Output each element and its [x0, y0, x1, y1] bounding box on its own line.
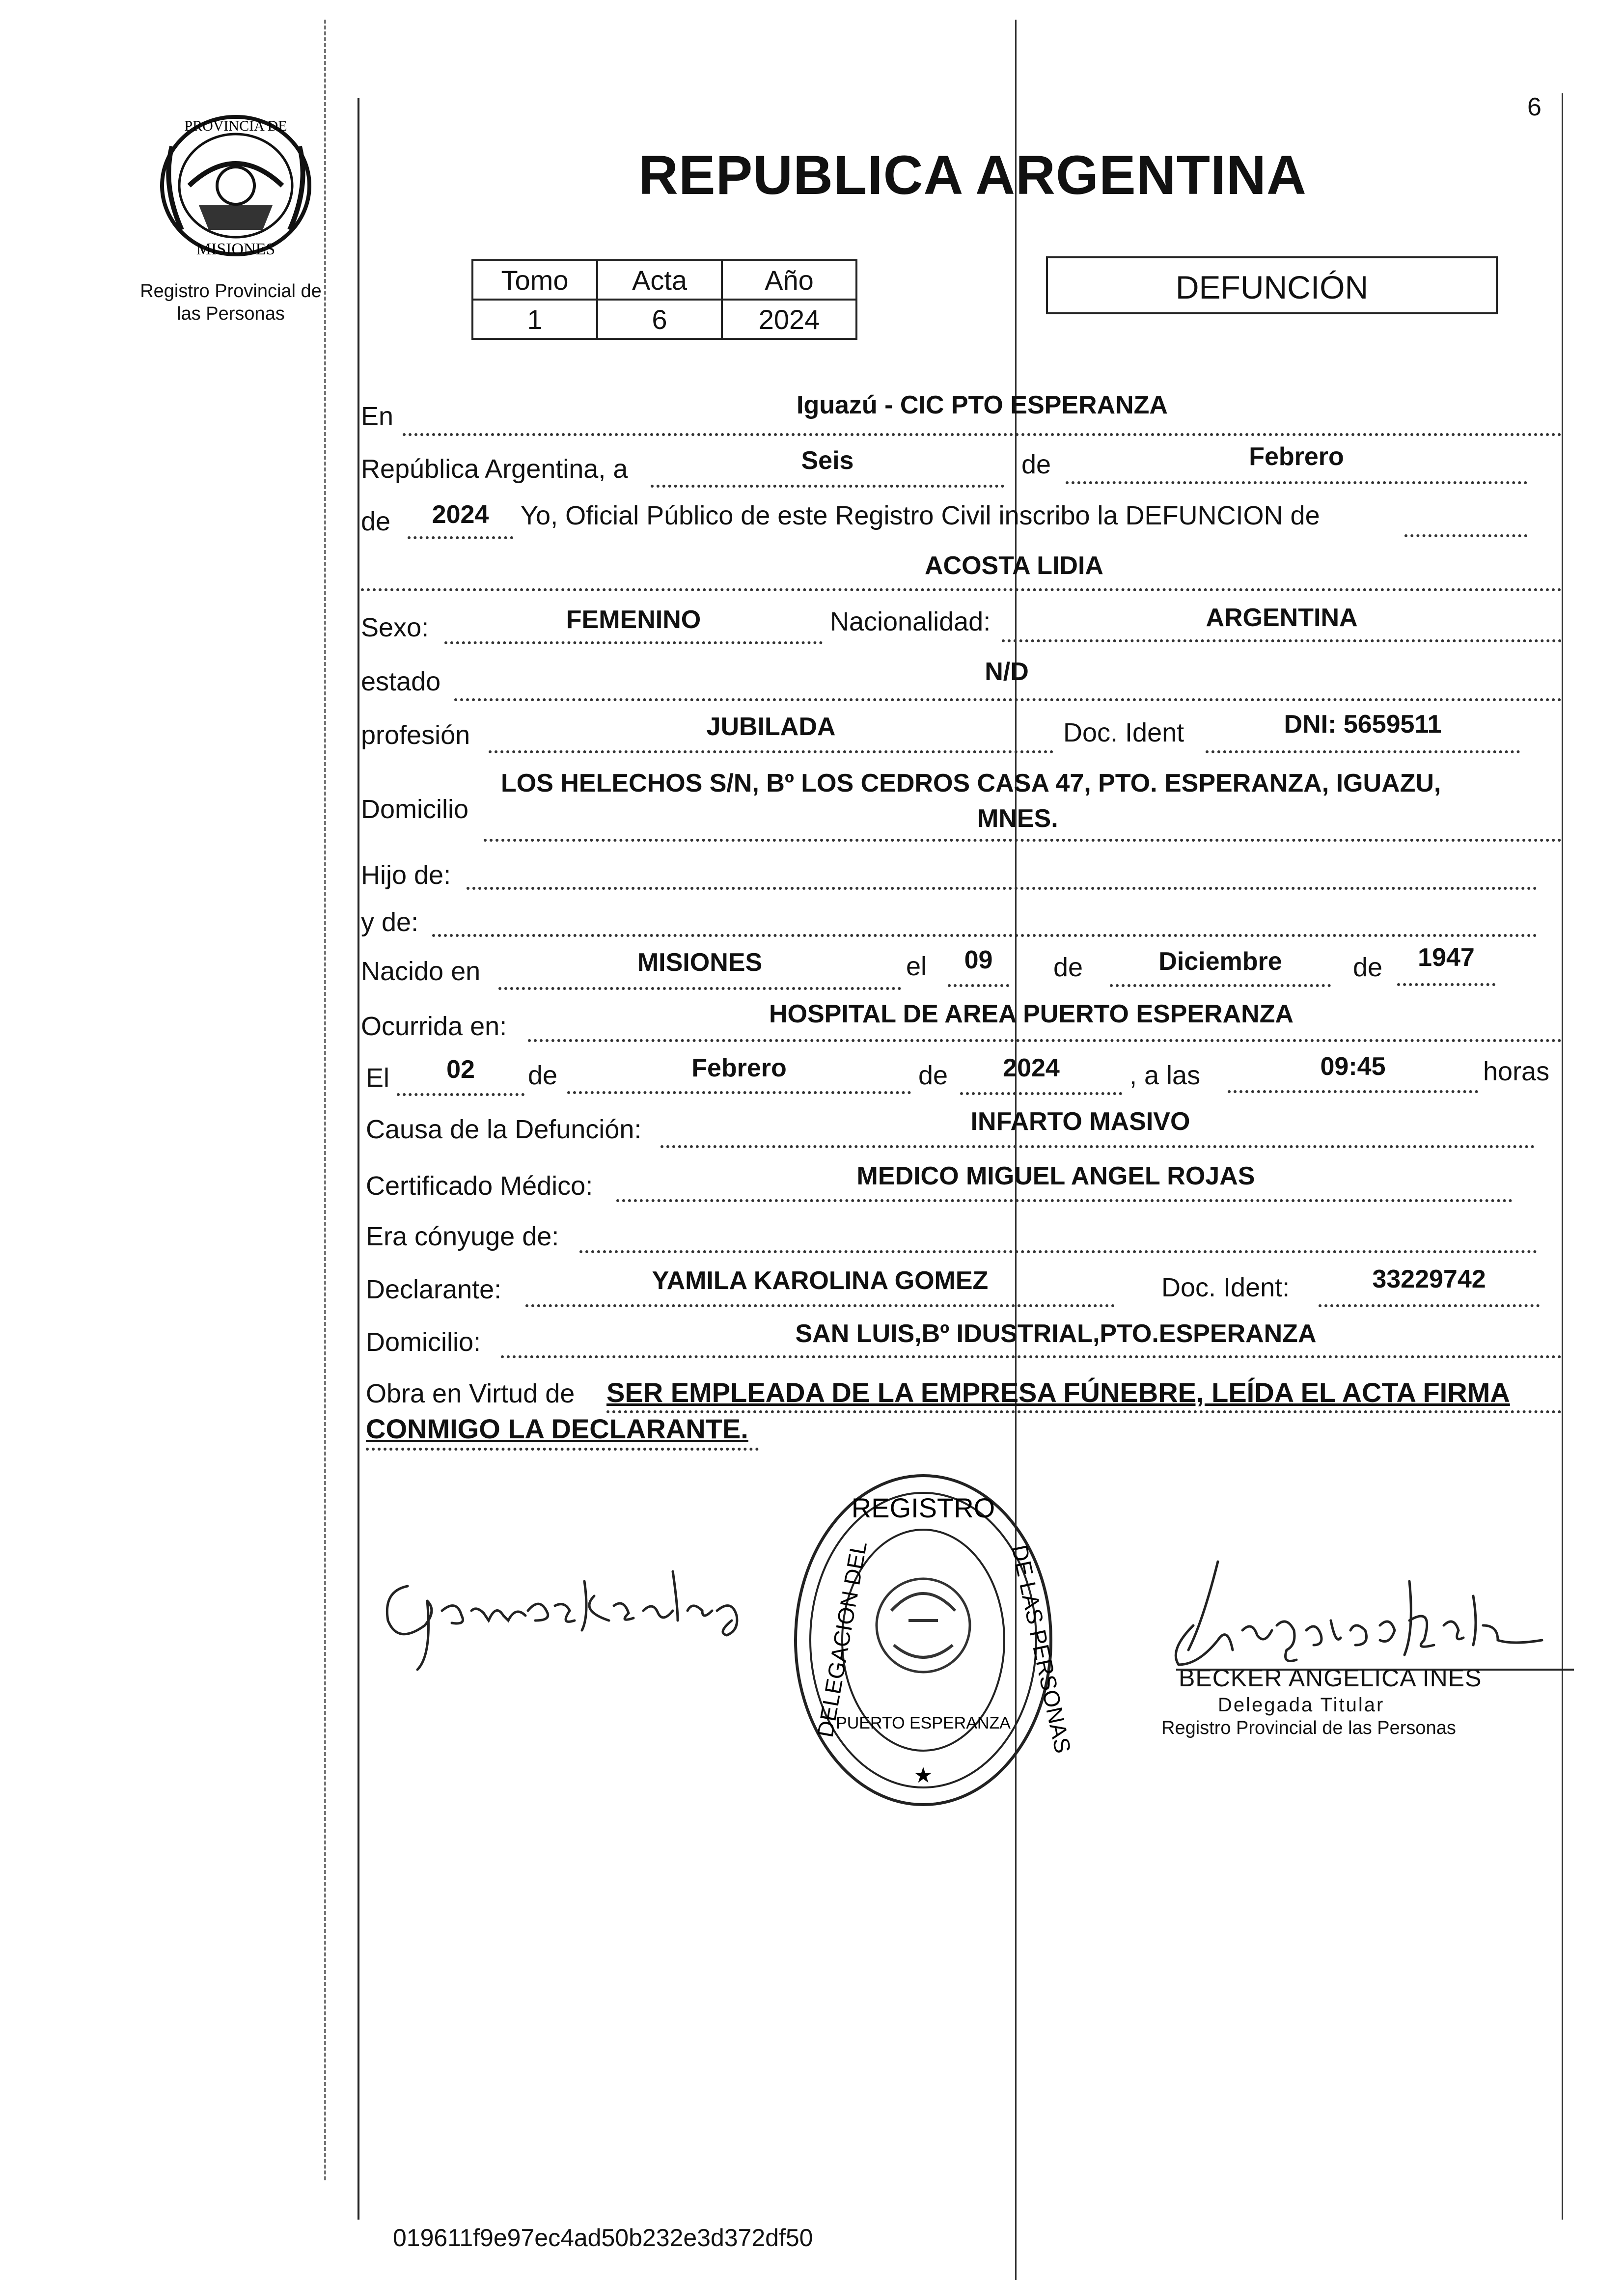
en-label: En	[361, 402, 394, 431]
province-coat-of-arms-logo	[152, 112, 319, 259]
ocurrida-label: Ocurrida en:	[361, 1012, 507, 1041]
tomo-header: Tomo	[472, 260, 597, 300]
declarante-dom-label: Domicilio:	[366, 1327, 481, 1357]
declarante-doc-value: 33229742	[1372, 1265, 1486, 1293]
estado-label: estado	[361, 667, 441, 696]
birth-de1-label: de	[1053, 953, 1083, 982]
declarante-value: YAMILA KAROLINA GOMEZ	[652, 1266, 989, 1295]
tomo-value: 1	[472, 300, 597, 339]
declarante-label: Declarante:	[366, 1275, 502, 1304]
causa-value: INFARTO MASIVO	[970, 1107, 1190, 1136]
record-table-header-row	[472, 260, 856, 300]
document-hash: 019611f9e97ec4ad50b232e3d372df50	[393, 2224, 813, 2252]
official-office: Registro Provincial de las Personas	[1161, 1718, 1456, 1738]
acta-header: Acta	[597, 260, 722, 300]
day-value: Seis	[801, 446, 854, 475]
hijo-label: Hijo de:	[361, 860, 451, 890]
document-title: REPUBLICA ARGENTINA	[638, 144, 1307, 206]
certificado-label: Certificado Médico:	[366, 1171, 593, 1201]
anio-value: 2024	[722, 300, 856, 339]
nacido-label: Nacido en	[361, 957, 481, 986]
obra-line-2: CONMIGO LA DECLARANTE.	[366, 1413, 748, 1444]
domicilio-line-1: LOS HELECHOS S/N, Bº LOS CEDROS CASA 47, PTO. ESPERANZA, IGUAZU,	[501, 769, 1441, 797]
sexo-value: FEMENINO	[566, 605, 701, 634]
document-type-box: DEFUNCIÓN	[1046, 256, 1498, 314]
yde-fill-line	[432, 904, 1537, 937]
logo-text-bottom: MISIONES	[196, 240, 275, 258]
left-margin-rule	[358, 98, 359, 2220]
official-title: Delegada Titular	[1218, 1694, 1385, 1716]
obra-line-1: SER EMPLEADA DE LA EMPRESA FÚNEBRE, LEÍDA EL ACTA FIRMA	[606, 1377, 1510, 1408]
seal-text-right: DE LAS PERSONAS	[1007, 1542, 1076, 1756]
birth-de2-label: de	[1353, 953, 1383, 982]
page-number: 6	[1527, 93, 1541, 121]
declarante-dom-value: SAN LUIS,Bº IDUSTRIAL,PTO.ESPERANZA	[795, 1319, 1317, 1348]
seal-text-top: REGISTRO	[851, 1492, 995, 1523]
death-year: 2024	[1003, 1054, 1060, 1082]
official-name: BECKER ANGELICA INES	[1179, 1664, 1482, 1692]
death-de2-label: de	[918, 1061, 948, 1090]
seal-text-left: DELEGACION DEL	[812, 1539, 872, 1739]
anio-header: Año	[722, 260, 856, 300]
logo-text-top: PROVINCIA DE	[184, 118, 287, 134]
birth-el-label: el	[906, 952, 927, 981]
acta-value: 6	[597, 300, 722, 339]
domicilio-fill-line	[484, 808, 1562, 842]
death-el-label: El	[366, 1063, 390, 1093]
right-margin-rule	[1562, 93, 1563, 2220]
year-value: 2024	[432, 500, 489, 529]
death-day: 02	[446, 1055, 475, 1084]
official-name-underline	[1176, 1669, 1574, 1671]
declaration-text: Yo, Oficial Público de este Registro Civil inscribo la DEFUNCION de	[521, 501, 1320, 530]
declarant-signature	[378, 1552, 751, 1679]
horas-label: horas	[1483, 1057, 1550, 1086]
obra-fill-line-2	[366, 1417, 759, 1451]
birth-month: Diciembre	[1158, 947, 1282, 976]
obra-fill-line-1	[606, 1377, 1562, 1413]
birth-day: 09	[964, 946, 993, 974]
nacido-value: MISIONES	[637, 948, 763, 977]
registry-name	[123, 280, 339, 325]
domicilio-label: Domicilio	[361, 795, 469, 824]
profesion-value: JUBILADA	[706, 713, 836, 741]
estado-value: N/D	[985, 658, 1029, 686]
nacionalidad-value: ARGENTINA	[1206, 604, 1358, 632]
birth-year: 1947	[1418, 943, 1475, 972]
nacionalidad-label: Nacionalidad:	[830, 607, 991, 636]
doc-ident-label: Doc. Ident	[1063, 718, 1184, 747]
domicilio-line-2: MNES.	[977, 804, 1058, 833]
record-table	[471, 259, 857, 340]
obra-label: Obra en Virtud de	[366, 1379, 575, 1408]
record-table-value-row	[472, 300, 856, 339]
deceased-name: ACOSTA LIDIA	[925, 551, 1103, 580]
hijo-fill-line	[467, 856, 1537, 890]
certificado-value: MEDICO MIGUEL ANGEL ROJAS	[856, 1162, 1255, 1190]
profesion-label: profesión	[361, 720, 470, 750]
binding-dash-line	[324, 20, 326, 2180]
ocurrida-value: HOSPITAL DE AREA PUERTO ESPERANZA	[769, 1000, 1294, 1028]
doc-ident-value: DNI: 5659511	[1284, 710, 1442, 739]
month-value: Febrero	[1249, 442, 1344, 471]
death-de1-label: de	[528, 1061, 558, 1090]
death-month: Febrero	[691, 1054, 787, 1082]
seal-star-icon: ★	[913, 1763, 933, 1788]
registry-line-1: Registro Provincial de	[140, 281, 322, 302]
causa-label: Causa de la Defunción:	[366, 1115, 642, 1144]
seal-text-inner: PUERTO ESPERANZA	[836, 1714, 1011, 1732]
alas-label: , a las	[1129, 1061, 1201, 1090]
center-fold-line	[1015, 20, 1017, 2280]
conyuge-fill-line	[579, 1220, 1537, 1253]
registry-line-2: las Personas	[177, 303, 285, 324]
conyuge-label: Era cónyuge de:	[366, 1222, 559, 1251]
republica-label: República Argentina, a	[361, 454, 628, 484]
declarante-doc-label: Doc. Ident:	[1161, 1273, 1290, 1302]
official-seal	[786, 1463, 1076, 1817]
en-value: Iguazú - CIC PTO ESPERANZA	[797, 391, 1168, 419]
declaration-fill-line	[1404, 504, 1527, 537]
death-time: 09:45	[1320, 1052, 1386, 1081]
year-prefix-label: de	[361, 507, 391, 536]
yde-label: y de:	[361, 907, 419, 937]
sexo-label: Sexo:	[361, 613, 429, 642]
republica-de-label: de	[1021, 450, 1051, 479]
